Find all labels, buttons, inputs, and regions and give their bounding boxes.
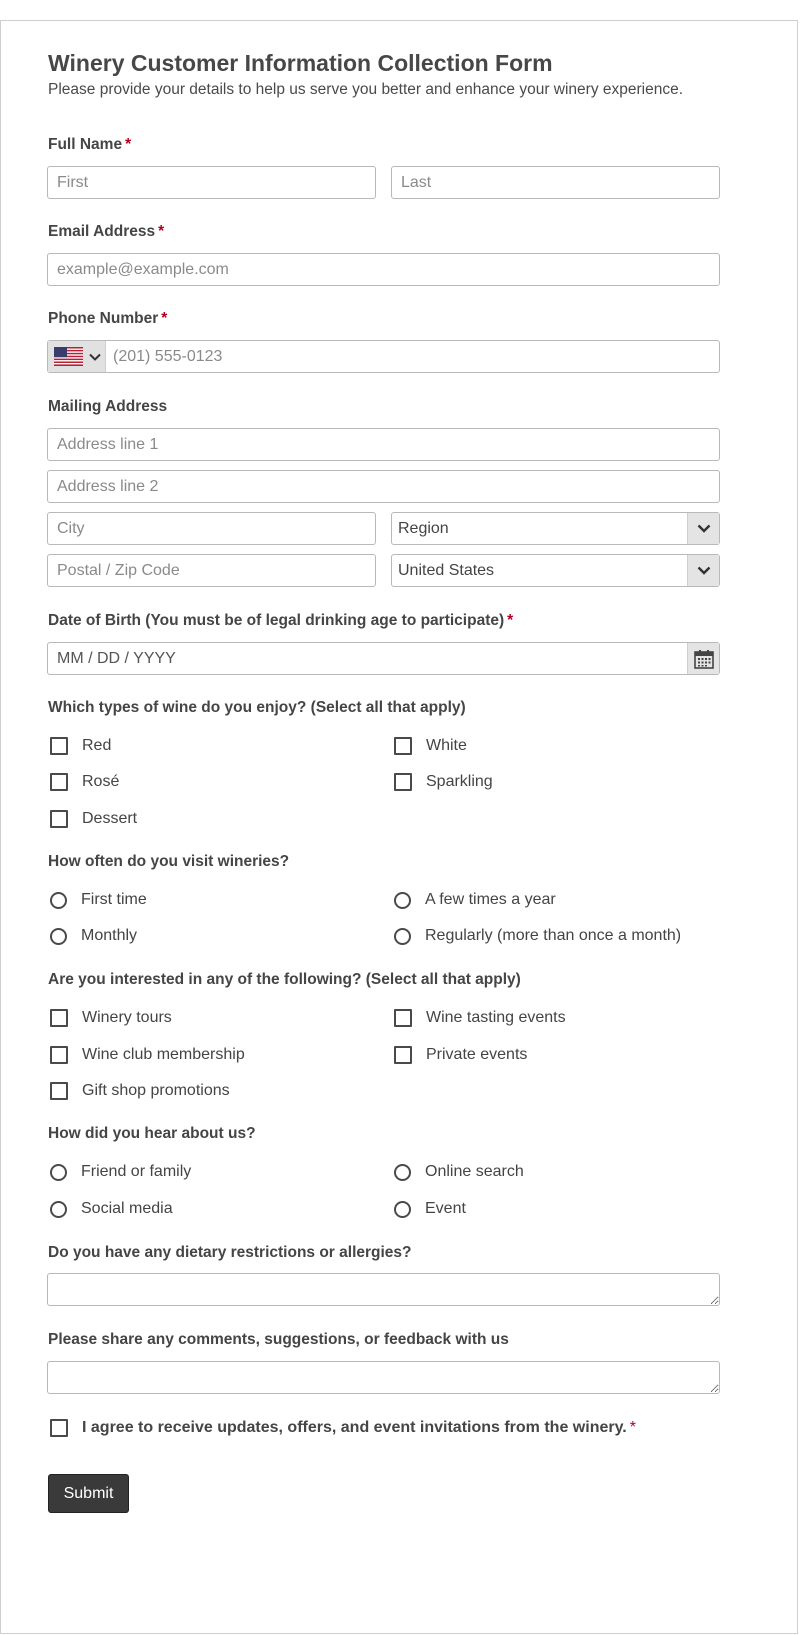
address-line1-input[interactable] [47, 428, 720, 461]
wine-option-rose[interactable]: Rosé [50, 773, 119, 791]
checkbox[interactable] [50, 773, 68, 791]
interest-option-tasting-events[interactable]: Wine tasting events [394, 1009, 566, 1027]
required-mark: * [507, 612, 514, 629]
checkbox[interactable] [394, 737, 412, 755]
interest-option-winery-tours[interactable]: Winery tours [50, 1009, 172, 1027]
consent-checkbox-option[interactable]: I agree to receive updates, offers, and event invitations from the winery. * [50, 1419, 636, 1437]
dietary-label: Do you have any dietary restrictions or allergies? [48, 1244, 412, 1261]
submit-button[interactable]: Submit [48, 1474, 129, 1513]
dob-field [47, 642, 720, 675]
checkbox[interactable] [50, 737, 68, 755]
referral-label: How did you hear about us? [48, 1125, 256, 1142]
comments-textarea[interactable] [47, 1361, 720, 1394]
dob-label: Date of Birth (You must be of legal drinking age to participate) * [48, 612, 514, 629]
comments-label: Please share any comments, suggestions, or feedback with us [48, 1331, 509, 1348]
chevron-down-icon [697, 566, 711, 575]
postal-code-input[interactable] [47, 554, 376, 587]
wine-types-label: Which types of wine do you enjoy? (Select all that apply) [48, 699, 466, 716]
calendar-icon [694, 649, 714, 669]
visit-option-first-time[interactable]: First time [50, 891, 147, 909]
checkbox[interactable] [394, 773, 412, 791]
last-name-input[interactable] [391, 166, 720, 199]
region-value: Region [398, 520, 449, 537]
required-mark: * [125, 136, 132, 153]
form-title: Winery Customer Information Collection Form [48, 50, 553, 76]
referral-option-social-media[interactable]: Social media [50, 1200, 173, 1218]
radio-button[interactable] [50, 1201, 67, 1218]
full-name-label: Full Name * [48, 136, 132, 153]
radio-button[interactable] [50, 928, 67, 945]
phone-label: Phone Number * [48, 310, 168, 327]
phone-field [47, 340, 720, 373]
mailing-address-label: Mailing Address [48, 398, 168, 415]
radio-button[interactable] [50, 892, 67, 909]
required-mark: * [158, 223, 165, 240]
checkbox[interactable] [50, 810, 68, 828]
interests-label: Are you interested in any of the following? (Select all that apply) [48, 971, 521, 988]
email-label: Email Address * [48, 223, 165, 240]
referral-option-event[interactable]: Event [394, 1200, 466, 1218]
referral-option-online-search[interactable]: Online search [394, 1163, 524, 1181]
city-input[interactable] [47, 512, 376, 545]
checkbox[interactable] [50, 1082, 68, 1100]
required-mark: * [161, 310, 168, 327]
interest-option-private-events[interactable]: Private events [394, 1046, 527, 1064]
radio-button[interactable] [394, 892, 411, 909]
dob-input[interactable] [48, 643, 706, 674]
dietary-textarea[interactable] [47, 1273, 720, 1306]
radio-button[interactable] [394, 1201, 411, 1218]
radio-button[interactable] [394, 1164, 411, 1181]
form-subtitle: Please provide your details to help us serve you better and enhance your winery experience. [48, 81, 684, 98]
required-mark: * [629, 1419, 636, 1436]
checkbox[interactable] [394, 1046, 412, 1064]
phone-input[interactable] [107, 341, 759, 372]
country-code-selector[interactable] [48, 341, 106, 372]
address-line2-input[interactable] [47, 470, 720, 503]
checkbox[interactable] [394, 1009, 412, 1027]
region-dropdown-arrow[interactable] [687, 513, 719, 544]
visit-option-monthly[interactable]: Monthly [50, 927, 137, 945]
country-value: United States [398, 562, 495, 579]
chevron-down-icon [697, 524, 711, 533]
visit-frequency-label: How often do you visit wineries? [48, 853, 290, 870]
us-flag-icon [54, 347, 83, 366]
radio-button[interactable] [394, 928, 411, 945]
calendar-button[interactable] [687, 643, 719, 674]
wine-option-sparkling[interactable]: Sparkling [394, 773, 493, 791]
wine-option-dessert[interactable]: Dessert [50, 810, 137, 828]
visit-option-few-times-year[interactable]: A few times a year [394, 891, 556, 909]
email-input[interactable] [47, 253, 720, 286]
checkbox[interactable] [50, 1046, 68, 1064]
first-name-input[interactable] [47, 166, 376, 199]
interest-option-gift-shop[interactable]: Gift shop promotions [50, 1082, 230, 1100]
chevron-down-icon [89, 353, 101, 361]
wine-option-red[interactable]: Red [50, 737, 111, 755]
checkbox[interactable] [50, 1419, 68, 1437]
country-dropdown-arrow[interactable] [687, 555, 719, 586]
interest-option-wine-club[interactable]: Wine club membership [50, 1046, 245, 1064]
referral-option-friend-family[interactable]: Friend or family [50, 1163, 191, 1181]
wine-option-white[interactable]: White [394, 737, 467, 755]
checkbox[interactable] [50, 1009, 68, 1027]
visit-option-regularly[interactable]: Regularly (more than once a month) [394, 927, 681, 945]
radio-button[interactable] [50, 1164, 67, 1181]
region-select[interactable] [391, 512, 720, 545]
country-select[interactable] [391, 554, 720, 587]
